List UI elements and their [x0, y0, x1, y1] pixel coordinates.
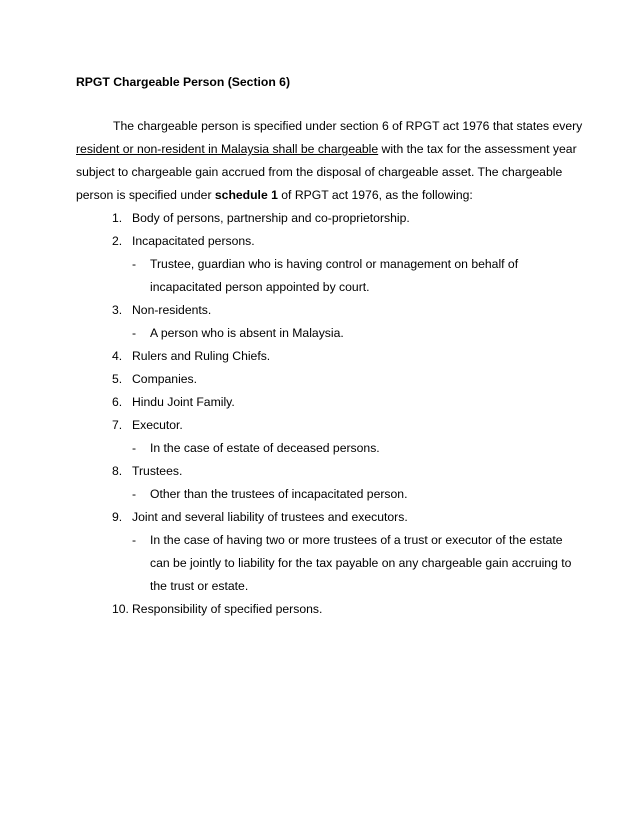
sub-item-text: In the case of estate of deceased persons. — [150, 441, 380, 455]
list-text: Joint and several liability of trustees and executors. — [132, 510, 408, 524]
sub-item-text: the trust or estate. — [150, 579, 249, 593]
list-number: 1. — [112, 211, 123, 225]
sub-item-text: can be jointly to liability for the tax payable on any chargeable gain accruing to — [150, 556, 572, 570]
list-text: Body of persons, partnership and co-proprietorship. — [132, 211, 410, 225]
list-text: Rulers and Ruling Chiefs. — [132, 349, 271, 363]
paragraph-line-4 — [76, 188, 473, 202]
paragraph-line-2-rest: with the tax for the assessment year — [378, 142, 577, 156]
list-number: 9. — [112, 510, 123, 524]
list-text: Executor. — [132, 418, 183, 432]
list-number: 2. — [112, 234, 123, 248]
list-number: 10. — [112, 602, 129, 616]
list-number: 6. — [112, 395, 123, 409]
underlined-phrase: resident or non-resident in Malaysia shall be chargeable — [76, 142, 379, 156]
paragraph-line-4-post: of RPGT act 1976, as the following: — [277, 188, 473, 202]
paragraph-line-3: subject to chargeable gain accrued from the disposal of chargeable asset. The chargeable — [76, 165, 563, 179]
list-number: 7. — [112, 418, 123, 432]
dash-bullet: - — [132, 441, 137, 455]
sub-item-text: incapacitated person appointed by court. — [150, 280, 370, 294]
paragraph-line-2 — [76, 142, 577, 156]
list-text: Hindu Joint Family. — [132, 395, 235, 409]
paragraph-line-1: The chargeable person is specified under section 6 of RPGT act 1976 that states every — [113, 119, 583, 133]
list-text: Trustees. — [132, 464, 183, 478]
schedule-reference: schedule 1 — [214, 188, 278, 202]
dash-bullet: - — [132, 487, 137, 501]
sub-item-text: In the case of having two or more trustees of a trust or executor of the estate — [150, 533, 563, 547]
list-text: Responsibility of specified persons. — [132, 602, 323, 616]
list-text: Non-residents. — [132, 303, 212, 317]
sub-item-text: A person who is absent in Malaysia. — [150, 326, 344, 340]
list-number: 5. — [112, 372, 123, 386]
paragraph-line-4-pre: person is specified under — [76, 188, 215, 202]
list-text: Incapacitated persons. — [132, 234, 255, 248]
dash-bullet: - — [132, 326, 137, 340]
list-number: 4. — [112, 349, 123, 363]
sub-item-text: Other than the trustees of incapacitated person. — [150, 487, 408, 501]
dash-bullet: - — [132, 533, 137, 547]
dash-bullet: - — [132, 257, 137, 271]
document-title: RPGT Chargeable Person (Section 6) — [76, 75, 291, 89]
sub-item-text: Trustee, guardian who is having control or management on behalf of — [150, 257, 519, 271]
list-text: Companies. — [132, 372, 198, 386]
list-number: 8. — [112, 464, 123, 478]
list-number: 3. — [112, 303, 123, 317]
